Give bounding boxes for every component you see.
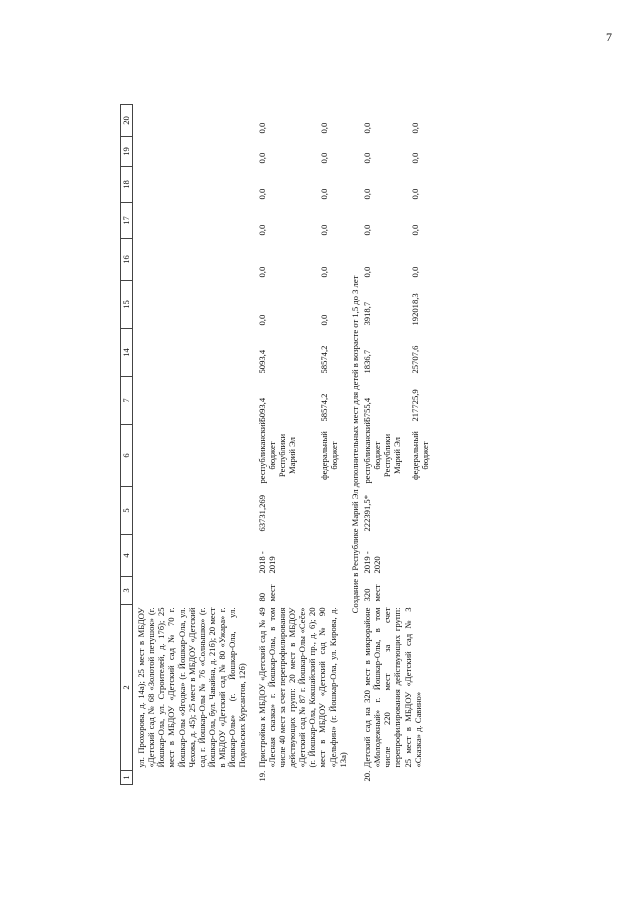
table-row-19 [249, 105, 314, 785]
period: 2019 - 2020 [361, 551, 383, 574]
cell-c14: 25707,6 [409, 345, 420, 374]
cell-c15: 0,0 [256, 314, 267, 326]
object-description: Пристройка к МБДОУ «Детский сад № 49 «Лесная сказка» г. Йошкар-Олы, в том числе 40 мест за счет перепрофилирования действующих групп: 20 мест в МБДОУ «Детский сад № 87 г. Йошкар-Олы «Сеče» (г. Йошкар-Ола, Кокшайский пр., д. 6); 20 мест в МБДОУ «Детский сад № 90 «Дельфин» (г. Йошкар-Ола, ул. Кирова, д. 13а) [256, 607, 348, 768]
col-header: 6 [121, 425, 133, 487]
cell-c17: 0,0 [361, 224, 372, 236]
object-description: Детский сад на 320 мест в микрорайоне «Молодежный» г. Йошкар-Олы, в том числе 220 мест за счет перепрофилирования действующих групп: 25 мест в МБДОУ «Детский сад № 3 «Сказка» д. Савино» [361, 607, 423, 768]
funding-source: республиканский бюджет Республики Марий Эл [256, 419, 297, 484]
funding-source: республиканский бюджет Республики Марий Эл [361, 419, 403, 484]
cell-c14: 1836,7 [361, 349, 372, 374]
cell-c7: 58574,2 [319, 393, 330, 422]
cell-c15: 3918,7 [361, 301, 372, 326]
col-header: 2 [121, 605, 133, 771]
col-header: 17 [121, 203, 133, 239]
funding-source: федеральный бюджет [319, 431, 340, 480]
col-header: 18 [121, 167, 133, 203]
col-header: 1 [121, 771, 133, 785]
col-header: 19 [121, 137, 133, 167]
table-row-20 [361, 105, 404, 785]
cell-c17: 0,0 [256, 224, 267, 236]
cell-c20: 0,0 [319, 122, 330, 134]
section-title: Создание в Республике Марий Эл дополнительных мест для детей в возрасте от 1,5 до 3 лет [349, 275, 360, 614]
cell-c14: 5093,4 [256, 349, 267, 374]
rotated-table-area [120, 105, 639, 785]
cell-c16: 0,0 [409, 266, 420, 278]
col-header: 5 [121, 487, 133, 535]
cell-c20: 0,0 [409, 122, 420, 134]
period: 2018 - 2019 [256, 551, 277, 574]
section-heading-row [349, 105, 361, 785]
cell-c16: 0,0 [319, 266, 330, 278]
cell-c19: 0,0 [256, 152, 267, 164]
cell-c16: 0,0 [361, 266, 372, 278]
row-number: 19. [256, 770, 267, 782]
col-header: 7 [121, 377, 133, 425]
col-header: 14 [121, 329, 133, 377]
cell-c17: 0,0 [409, 224, 420, 236]
cell-c7: 5093,4 [256, 397, 267, 422]
cell-c18: 0,0 [319, 188, 330, 200]
cell-c18: 0,0 [409, 188, 420, 200]
row-number: 20. [361, 770, 372, 782]
cell-c18: 0,0 [256, 188, 267, 200]
cell-c20: 0,0 [361, 122, 372, 134]
total-cost: 222391,5* [361, 494, 372, 532]
cell-c7: 217725,9 [409, 389, 420, 422]
cell-c17: 0,0 [319, 224, 330, 236]
cell-c15: 192018,3 [409, 293, 420, 326]
page-number: 7 [606, 30, 612, 44]
cell-c16: 0,0 [256, 266, 267, 278]
column-number-row [121, 105, 133, 785]
col-header: 3 [121, 577, 133, 605]
capacity: 80 мест [256, 584, 277, 602]
col-header: 4 [121, 535, 133, 577]
table-row-18-continued [133, 105, 249, 785]
cell-c18: 0,0 [361, 188, 372, 200]
cell-c15: 0,0 [319, 314, 330, 326]
object-description: ул. Прохорова, д. 14а); 25 мест в МБДОУ «Детский сад № 68 «Золотой петушок» (г. Йошкар-Ола, ул. Строителей, д. 17б); 25 мест в МБДОУ «Детский сад № 70 г. Йошкар-Олы «Ягодка» (г. Йошкар-Ола, ул. Чехова, д. 45); 25 мест в МБДОУ «Детский сад г. Йошкар-Олы № 76 «Солнышко» (г. Йошкар-Ола, бул. Чавайна, д. 21б); 20 мест в МБДОУ «Детский сад № 80 «Ужара» г. Йошкар-Олы» (г. Йошкар-Ола, ул. Подольских Курсантов, 12б) [136, 607, 248, 768]
col-header: 15 [121, 281, 133, 329]
cell-c7: 5755,4 [361, 397, 372, 422]
cell-c14: 58574,2 [319, 345, 330, 374]
col-header: 16 [121, 239, 133, 281]
total-cost: 63731,269 [256, 494, 267, 532]
cell-c19: 0,0 [409, 152, 420, 164]
cell-c19: 0,0 [361, 152, 372, 164]
budget-table [120, 104, 431, 785]
col-header: 20 [121, 105, 133, 137]
capacity: 320 мест [361, 584, 383, 602]
funding-source: федеральный бюджет [409, 431, 430, 480]
cell-c20: 0,0 [256, 122, 267, 134]
cell-c19: 0,0 [319, 152, 330, 164]
